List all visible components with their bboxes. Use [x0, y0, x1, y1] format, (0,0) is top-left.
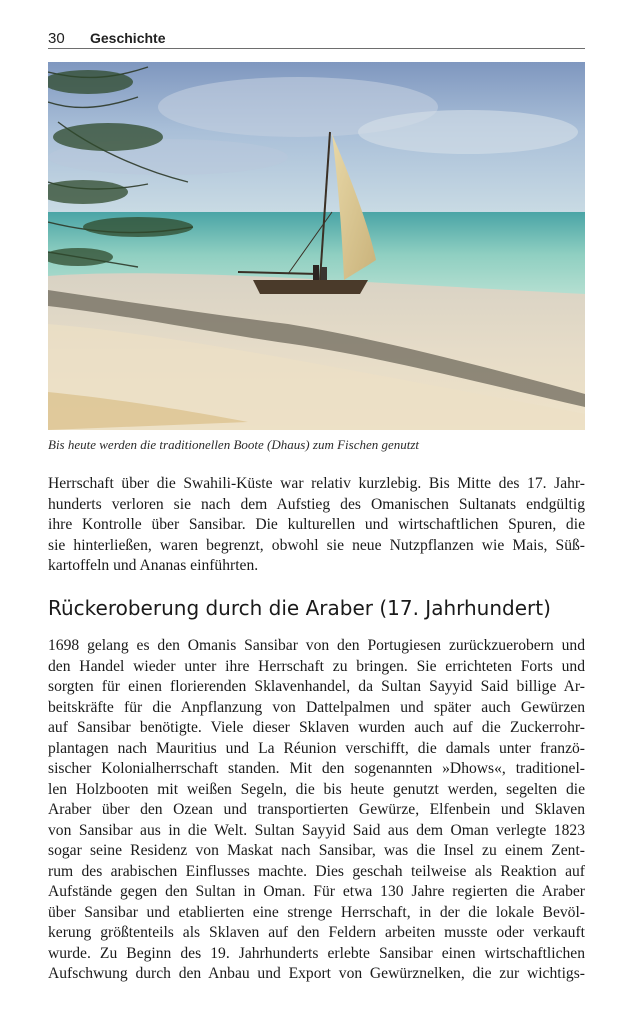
text-line: hunderts verloren sie nach dem Aufstieg des Omanischen Sultanats endgültig	[48, 495, 585, 513]
section-title: Geschichte	[90, 30, 166, 46]
page-number: 30	[48, 30, 65, 47]
text-line: von Sansibar aus in die Welt. Sultan Sayyid Said aus dem Oman verlegte 1823	[48, 821, 585, 839]
text-line: ihre Kontrolle über Sansibar. Die kulturellen und wirtschaftlichen Spuren, die	[48, 516, 585, 533]
text-line: rum des arabischen Einflusses machte. Dies geschah teilweise als Reaktion auf	[48, 862, 585, 880]
text-line: 1698 gelang es den Omanis Sansibar von den Portugiesen zurückzuerobern und	[48, 637, 585, 654]
beach-dhow-photo	[48, 62, 585, 430]
text-line: wurde. Zu Beginn des 19. Jahrhunderts erlebte Sansibar einen wirtschaftlichen	[48, 944, 585, 962]
paragraph-1	[48, 474, 585, 577]
text-line: sie hinterließen, waren begrenzt, obwohl sie neue Nutzpflanzen wie Mais, Süß-	[48, 536, 585, 554]
text-line: sischer Kolonialherrschaft standen. Mit den sogenannten »Dhows«, traditionel-	[48, 760, 585, 777]
text-line: Herrschaft über die Swahili-Küste war relativ kurzlebig. Bis Mitte des 17. Jahr-	[48, 475, 585, 492]
text-line: plantagen nach Mauritius und La Réunion verschifft, die damals unter franzö-	[48, 739, 585, 757]
running-header	[48, 28, 585, 49]
section-heading: Rückeroberung durch die Araber (17. Jahrhundert)	[48, 596, 551, 620]
text-line: den Handel wieder unter ihre Herrschaft zu bringen. Sie errichteten Forts und	[48, 657, 585, 675]
photo-caption: Bis heute werden die traditionellen Boote (Dhaus) zum Fischen genutzt	[48, 437, 420, 452]
text-line: beitskräfte für die Anpflanzung von Dattelpalmen und später auch Gewürzen	[48, 698, 585, 716]
text-line: sorgten für einen florierenden Sklavenhandel, da Sultan Sayyid Said billige Ar-	[48, 678, 585, 695]
text-line: Aufschwung durch den Anbau und Export von Gewürznelken, die zur wichtigs-	[48, 965, 585, 982]
text-line: auf Sansibar benötigte. Viele dieser Sklaven wurden auch auf die Zuckerrohr-	[48, 719, 585, 736]
text-line: kartoffeln und Ananas einführten.	[48, 557, 259, 574]
text-line: Aufstände gegen den Sultan in Oman. Für etwa 130 Jahre regierten die Araber	[48, 883, 585, 900]
text-line: über Sansibar und etablierten eine strenge Herrschaft, in der die lokale Bevöl-	[48, 903, 585, 921]
text-line: Araber über den Ozean und transportierten Gewürze, Elfenbein und Sklaven	[48, 801, 585, 818]
text-line: sogar seine Residenz von Maskat nach Sansibar, was die Insel zu einem Zent-	[48, 842, 585, 859]
paragraph-2	[48, 636, 585, 985]
text-line: kerung größtenteils als Sklaven auf den Feldern arbeiten musste oder verkauft	[48, 924, 585, 941]
text-line: len Holzbooten mit weißen Segeln, die bis heute genutzt werden, segelten die	[48, 780, 585, 798]
